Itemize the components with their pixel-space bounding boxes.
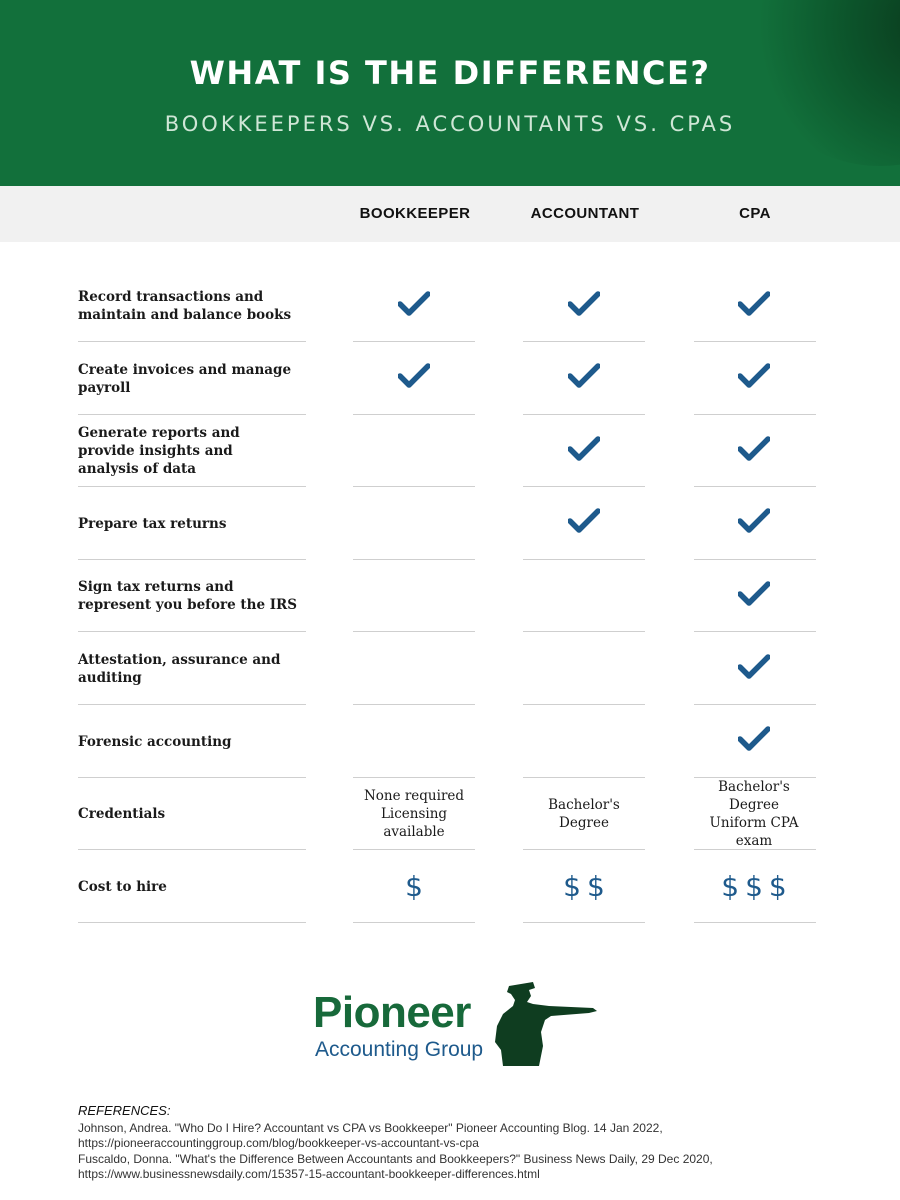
- table-cell: [353, 633, 475, 705]
- cost-label: Cost to hire: [78, 878, 167, 895]
- table-row: [0, 633, 900, 705]
- pioneer-silhouette-icon: [489, 980, 599, 1066]
- table-row: [0, 415, 900, 487]
- reference-line: Johnson, Andrea. "Who Do I Hire? Accountant vs CPA vs Bookkeeper" Pioneer Accounting Blog. 14 Jan 2022,: [78, 1120, 663, 1135]
- check-icon: [568, 363, 600, 394]
- credentials-value: [523, 796, 645, 832]
- table-cell: [523, 560, 645, 632]
- table-cell: [523, 343, 645, 415]
- feature-label-line: represent you before the IRS: [78, 597, 298, 614]
- feature-label-line: Prepare tax returns: [78, 515, 227, 532]
- feature-label-line: provide insights and: [78, 443, 233, 460]
- table-cell: [523, 633, 645, 705]
- table-cell: [353, 270, 475, 342]
- feature-label: [78, 633, 306, 705]
- table-cell: [353, 778, 475, 850]
- credentials-label: Credentials: [78, 806, 166, 823]
- table-row: [0, 560, 900, 632]
- credentials-value-line: Uniform CPA exam: [709, 815, 799, 850]
- feature-label: [78, 706, 306, 778]
- table-cell: [693, 415, 815, 487]
- table-cell: [353, 415, 475, 487]
- references-title: REFERENCES:: [78, 1103, 171, 1118]
- table-cell: [353, 851, 475, 923]
- check-icon: [738, 363, 770, 394]
- table-cell: [523, 488, 645, 560]
- table-cell: [523, 270, 645, 342]
- feature-label: [78, 270, 306, 342]
- credentials-value: [353, 787, 475, 841]
- page-subtitle: BOOKKEEPERS VS. ACCOUNTANTS VS. CPAS: [164, 112, 736, 136]
- cost-value: $: [405, 870, 429, 904]
- table-cell: [353, 706, 475, 778]
- feature-label-line: Sign tax returns and: [78, 579, 234, 596]
- cost-value: $$: [563, 870, 611, 904]
- table-cell: [523, 778, 645, 850]
- column-header-bar: [0, 186, 900, 242]
- check-icon: [398, 291, 430, 322]
- table-row: [0, 488, 900, 560]
- feature-label-line: Create invoices and manage: [78, 361, 292, 378]
- pioneer-logo: [313, 980, 603, 1070]
- feature-label-line: payroll: [78, 379, 131, 396]
- table-cell: [693, 560, 815, 632]
- credentials-value-line: Bachelor's Degree: [548, 797, 620, 832]
- column-header-accountant: ACCOUNTANT: [530, 205, 640, 222]
- feature-label-line: auditing: [78, 670, 142, 686]
- page-title: WHAT IS THE DIFFERENCE?: [189, 54, 711, 92]
- table-cell: [353, 560, 475, 632]
- check-icon: [738, 436, 770, 467]
- check-icon: [568, 291, 600, 322]
- check-icon: [738, 291, 770, 322]
- table-cell: [693, 851, 815, 923]
- table-cell: [523, 851, 645, 923]
- feature-label: [78, 415, 306, 487]
- table-cell: [693, 270, 815, 342]
- table-row: [0, 343, 900, 415]
- check-icon: [738, 581, 770, 612]
- table-cell: [693, 633, 815, 705]
- table-cell: [523, 415, 645, 487]
- header-banner: [0, 0, 900, 186]
- feature-label-line: maintain and balance books: [78, 307, 292, 323]
- check-icon: [568, 508, 600, 539]
- feature-label-line: analysis of data: [78, 461, 196, 478]
- table-cell: [693, 343, 815, 415]
- column-header-bookkeeper: BOOKKEEPER: [359, 205, 471, 222]
- column-header-cpa: CPA: [739, 205, 771, 222]
- table-row: [0, 270, 900, 342]
- table-row: [0, 778, 900, 850]
- feature-label-line: Attestation, assurance and: [78, 652, 281, 668]
- check-icon: [568, 436, 600, 467]
- reference-url: https://www.businessnewsdaily.com/15357-15-accountant-bookkeeper-differences.html: [78, 1167, 540, 1181]
- logo-wordmark: Pioneer: [313, 988, 471, 1037]
- table-cell: [523, 706, 645, 778]
- feature-label-line: Record transactions and: [78, 289, 264, 305]
- table-cell: [353, 343, 475, 415]
- table-row: [0, 851, 900, 923]
- feature-label: [78, 343, 306, 415]
- table-cell: [693, 706, 815, 778]
- check-icon: [738, 508, 770, 539]
- check-icon: [738, 726, 770, 757]
- table-row: [0, 706, 900, 778]
- table-cell: [693, 488, 815, 560]
- check-icon: [398, 363, 430, 394]
- feature-label: [78, 560, 306, 632]
- table-cell: [693, 778, 815, 850]
- feature-label: [78, 488, 306, 560]
- credentials-value-line: Licensing available: [380, 806, 448, 841]
- reference-url: https://pioneeraccountinggroup.com/blog/bookkeeper-vs-accountant-vs-cpa: [78, 1136, 479, 1150]
- references-section: [78, 1103, 878, 1183]
- check-icon: [738, 654, 770, 685]
- reference-line: Fuscaldo, Donna. "What's the Difference Between Accountants and Bookkeepers?" Business News Daily, 29 Dec 2020,: [78, 1151, 713, 1166]
- cost-value: $$$: [721, 870, 793, 904]
- feature-label-line: Forensic accounting: [78, 733, 232, 750]
- table-cell: [353, 488, 475, 560]
- credentials-value: [693, 778, 815, 850]
- feature-label-line: Generate reports and: [78, 425, 240, 442]
- credentials-value-line: None required: [363, 788, 465, 805]
- credentials-value-line: Bachelor's Degree: [718, 779, 790, 814]
- logo-subtitle: Accounting Group: [315, 1038, 484, 1061]
